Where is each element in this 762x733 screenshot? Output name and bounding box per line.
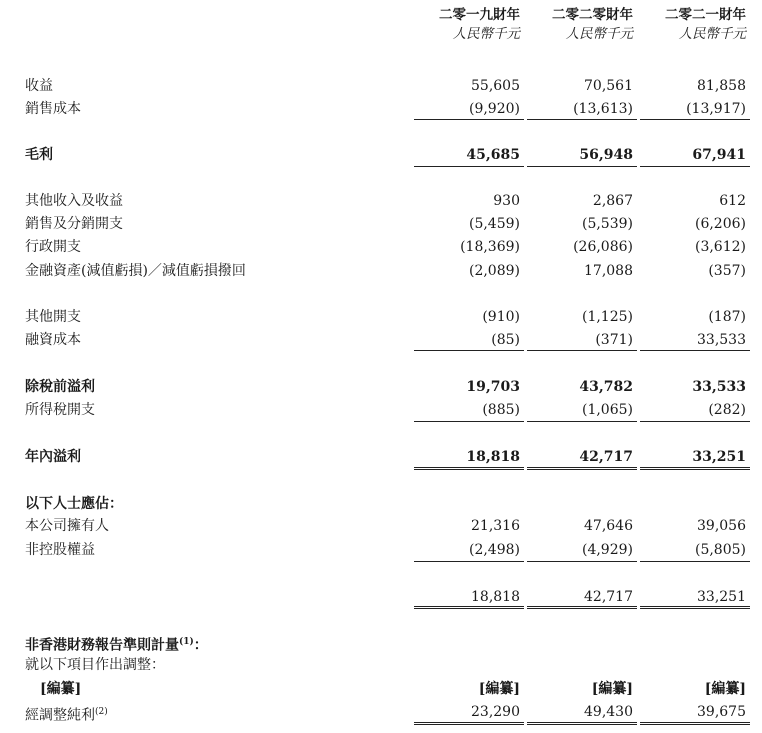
subtotal-rule [527, 166, 637, 167]
cell-gross-profit-2020: 56,948 [579, 147, 633, 163]
year-label: 二零二一財年 [665, 7, 746, 23]
total-double-rule [640, 467, 750, 470]
row-label-gross-profit: 毛利 [25, 147, 53, 163]
total-double-rule [414, 467, 524, 470]
row-label-adjustments: 就以下項目作出調整： [25, 657, 165, 673]
row-label-owners: 本公司擁有人 [25, 518, 109, 534]
cell-admin-expenses-2020: (26,086) [573, 239, 633, 255]
row-label-selling-expenses: 銷售及分銷開支 [25, 216, 123, 232]
cell-total-attributable-2020: 42,717 [584, 589, 633, 605]
row-label-profit-for-year: 年內溢利 [25, 449, 81, 465]
cell-total-attributable-2019: 18,818 [471, 589, 520, 605]
row-label-adjusted-net-profit [25, 702, 108, 726]
cell-non-controlling-2021: (5,805) [694, 542, 746, 558]
total-double-rule [414, 722, 524, 725]
cell-other-expenses-2020: (1,125) [581, 309, 633, 325]
cell-gross-profit-2021: 67,941 [692, 147, 746, 163]
row-label-profit-before-tax: 除稅前溢利 [25, 379, 95, 395]
cell-revenue-2020: 70,561 [584, 78, 633, 94]
subtotal-rule [414, 421, 524, 422]
total-double-rule [527, 722, 637, 725]
cell-cost-of-sales-2019: (9,920) [468, 101, 520, 117]
cell-selling-expenses-2020: (5,539) [581, 216, 633, 232]
total-double-rule [414, 606, 524, 609]
cell-selling-expenses-2019: (5,459) [468, 216, 520, 232]
cell-finance-costs-2019: (85) [491, 332, 520, 348]
cell-other-income-2021: 612 [719, 193, 746, 209]
total-double-rule [640, 722, 750, 725]
cell-adjusted-net-profit-2019: 23,290 [471, 704, 520, 720]
subtotal-rule [640, 119, 750, 120]
subtotal-rule [414, 166, 524, 167]
row-label-impairment: 金融資產(減值虧損)／減值虧損撥回 [25, 263, 246, 279]
subtotal-rule [527, 119, 637, 120]
row-label-income-tax: 所得稅開支 [25, 402, 95, 418]
cell-redacted-2020: [編纂] [591, 681, 633, 697]
cell-admin-expenses-2021: (3,612) [694, 239, 746, 255]
adjusted-net-profit-label: 經調整純利 [25, 707, 95, 724]
subtotal-rule [640, 421, 750, 422]
cell-admin-expenses-2019: (18,369) [460, 239, 520, 255]
row-label-admin-expenses: 行政開支 [25, 239, 81, 255]
total-double-rule [640, 606, 750, 609]
section-heading-non-hkfrs [25, 632, 208, 656]
year-label: 二零二零財年 [552, 7, 633, 23]
row-label-other-expenses: 其他開支 [25, 309, 81, 325]
subtotal-rule [414, 119, 524, 120]
subtotal-rule [414, 350, 524, 351]
cell-impairment-2019: (2,089) [468, 263, 520, 279]
row-label-finance-costs: 融資成本 [25, 332, 81, 348]
section-heading-attributable: 以下人士應佔： [25, 496, 123, 512]
cell-owners-2019: 21,316 [471, 518, 520, 534]
subtotal-rule [640, 350, 750, 351]
cell-redacted-2021: [編纂] [704, 681, 746, 697]
subtotal-rule [527, 350, 637, 351]
cell-non-controlling-2020: (4,929) [581, 542, 633, 558]
cell-cost-of-sales-2021: (13,917) [686, 101, 746, 117]
column-header-fy2019 [404, 6, 520, 44]
cell-owners-2021: 39,056 [697, 518, 746, 534]
subtotal-rule [414, 561, 524, 562]
cell-impairment-2020: 17,088 [584, 263, 633, 279]
cell-other-income-2020: 2,867 [592, 193, 633, 209]
row-label-redacted: [編纂] [40, 681, 82, 697]
unit-label: 人民幣千元 [678, 26, 746, 42]
unit-label: 人民幣千元 [565, 26, 633, 42]
cell-profit-for-year-2019: 18,818 [466, 449, 520, 465]
cell-adjusted-net-profit-2021: 39,675 [697, 704, 746, 720]
footnote-marker: (2) [95, 707, 108, 717]
total-double-rule [527, 467, 637, 470]
cell-income-tax-2019: (885) [482, 402, 520, 418]
column-header-fy2021 [630, 6, 746, 44]
subtotal-rule [640, 166, 750, 167]
cell-income-tax-2020: (1,065) [581, 402, 633, 418]
cell-owners-2020: 47,646 [584, 518, 633, 534]
total-double-rule [527, 606, 637, 609]
subtotal-rule [527, 421, 637, 422]
row-label-non-controlling: 非控股權益 [25, 542, 95, 558]
cell-finance-costs-2021: 33,533 [697, 332, 746, 348]
cell-revenue-2019: 55,605 [471, 78, 520, 94]
subtotal-rule [640, 561, 750, 562]
cell-redacted-2019: [編纂] [478, 681, 520, 697]
cell-profit-before-tax-2020: 43,782 [579, 379, 633, 395]
unit-label: 人民幣千元 [452, 26, 520, 42]
cell-other-expenses-2019: (910) [482, 309, 520, 325]
cell-income-tax-2021: (282) [708, 402, 746, 418]
cell-profit-for-year-2020: 42,717 [579, 449, 633, 465]
year-label: 二零一九財年 [439, 7, 520, 23]
cell-profit-for-year-2021: 33,251 [692, 449, 746, 465]
row-label-revenue: 收益 [25, 78, 53, 94]
cell-gross-profit-2019: 45,685 [466, 147, 520, 163]
cell-total-attributable-2021: 33,251 [697, 589, 746, 605]
column-header-fy2020 [517, 6, 633, 44]
cell-impairment-2021: (357) [708, 263, 746, 279]
footnote-marker: (1) [179, 637, 194, 647]
non-hkfrs-label: 非香港財務報告準則計量 [25, 637, 179, 654]
cell-non-controlling-2019: (2,498) [468, 542, 520, 558]
cell-finance-costs-2020: (371) [595, 332, 633, 348]
row-label-other-income: 其他收入及收益 [25, 193, 123, 209]
cell-revenue-2021: 81,858 [697, 78, 746, 94]
cell-other-expenses-2021: (187) [708, 309, 746, 325]
cell-adjusted-net-profit-2020: 49,430 [584, 704, 633, 720]
row-label-cost-of-sales: 銷售成本 [25, 101, 81, 117]
non-hkfrs-colon: ： [193, 637, 208, 654]
cell-profit-before-tax-2021: 33,533 [692, 379, 746, 395]
cell-cost-of-sales-2020: (13,613) [573, 101, 633, 117]
cell-other-income-2019: 930 [493, 193, 520, 209]
cell-profit-before-tax-2019: 19,703 [466, 379, 520, 395]
subtotal-rule [527, 561, 637, 562]
cell-selling-expenses-2021: (6,206) [694, 216, 746, 232]
